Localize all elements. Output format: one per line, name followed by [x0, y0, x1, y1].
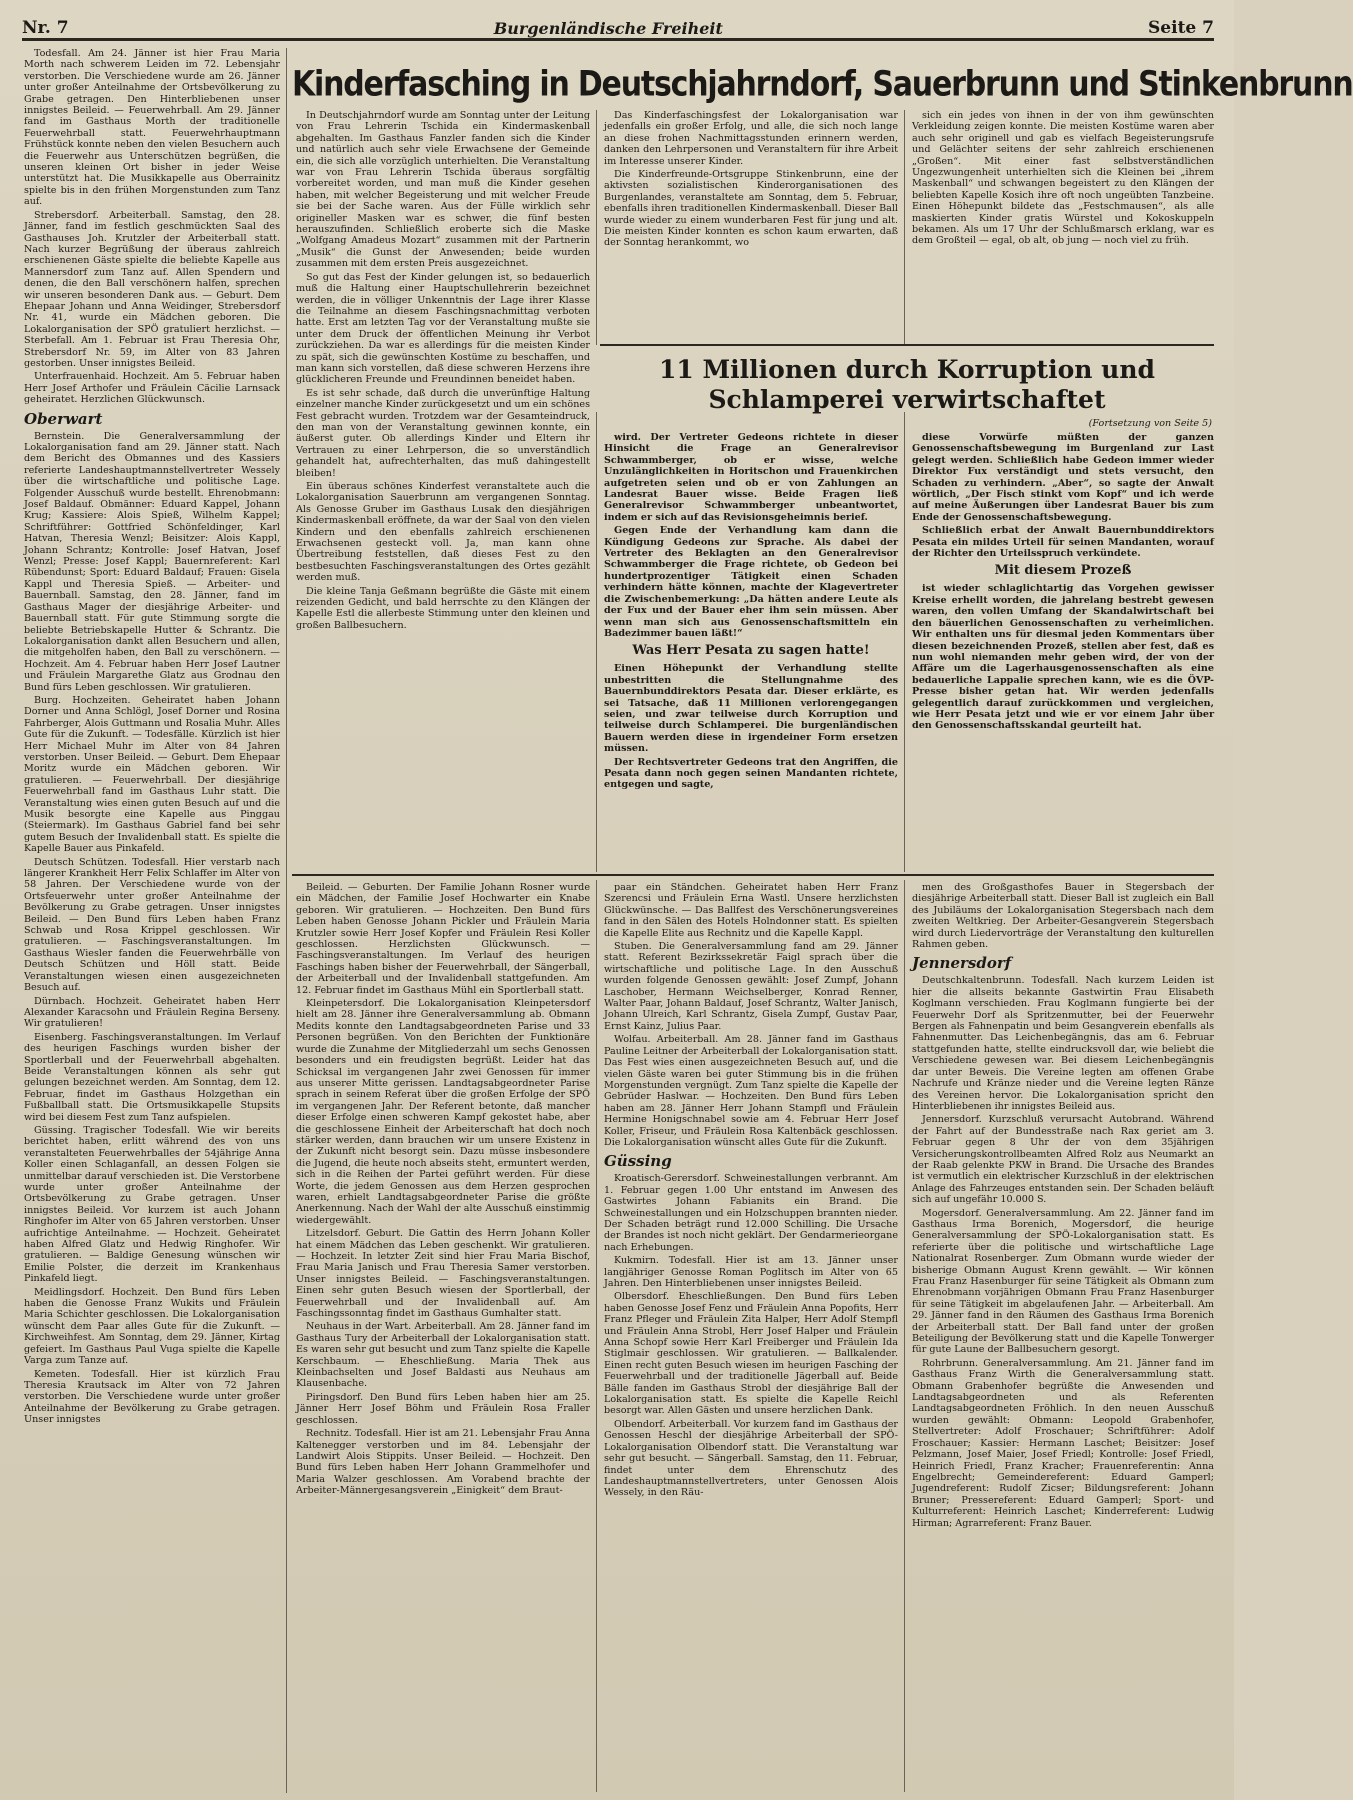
subhead-pesata: Was Herr Pesata zu sagen hatte!	[632, 643, 870, 659]
section-rule	[292, 874, 1214, 876]
article-paragraph: Piringsdorf. Den Bund fürs Leben haben hier am 25. Jänner Herr Josef Böhm und Fräulein Rosa Fraller geschlossen.	[296, 1391, 590, 1426]
article-paragraph: Rohrbrunn. Generalversammlung. Am 21. Jänner fand im Gasthaus Franz Wirth die Generalversammlung statt. Obmann Grabenhofer begrüßte die Anwesenden und Landtagsabgeordneten und als Referenten Landtagsabgeordneten Fröhlich. In den neuen Ausschuß wurden gewählt: Obmann: Leopold Grabenhofer, Stellvertreter: Adolf Froschauer; Schriftführer: Adolf Froschauer; Kassier: Hermann Laschet; Beisitzer: Josef Pelzmann, Josef Maier, Josef Friedl; Kontrolle: Josef Friedl, Heinrich Friedl, Franz Kracher; Frauenreferentin: Anna Engelbrecht; Gemeindereferent: Eduard Gamperl; Jugendreferent: Rudolf Zicser; Bildungsreferent: Johann Bruner; Pressereferent: Eduard Gamperl; Sport- und Kulturreferent: Heinrich Laschet; Kinderreferent: Ludwig Hirman; Agrarreferent: Franz Bauer.	[912, 1357, 1214, 1529]
article-paragraph: Die Kinderfreunde-Ortsgruppe Stinkenbrunn, eine der aktivsten sozialistischen Kinderorganisationen des Burgenlandes, veranstaltete am Sonntag, dem 5. Februar, ebenfalls ihren traditionellen Kindermaskenball. Dieser Ball wurde wieder zu einem wunderbaren Fest für jung und alt. Die meisten Kinder konnten es schon kaum erwarten, daß der Sonntag herankommt, wo	[604, 169, 898, 249]
korruption-column-b	[912, 432, 1214, 872]
article-paragraph: Es ist sehr schade, daß durch die unverünftige Haltung einzelner manche Kinder zurückgesetzt und um ein schönes Fest gebracht wurden. Trotzdem war der Gesamteindruck, den man von der Veranstaltung gewinnen konnte, ein äußerst guter. Ob allerdings Kinder und Eltern ihr Vertrauen zu einer Lehrperson, die so unverständlich gehandelt hat, aufrechterhalten, das muß dahingestellt bleiben!	[296, 387, 590, 479]
article-paragraph: Todesfall. Am 24. Jänner ist hier Frau Maria Morth nach schwerem Leiden im 72. Lebensjahr verstorben. Die Verschiedene wurde am 26. Jänner unter großer Anteilnahme der Ortsbevölkerung zu Grabe getragen. Den Hinterbliebenen unser innigstes Beileid. — Feuerwehrball. Am 29. Jänner fand im Gasthaus Morth der traditionelle Feuerwehrball statt. Feuerwehrhauptmann Frühstück konnte neben den vielen Besuchern auch die Feuerwehr aus Unterschützen begrüßen, die unseren kleinen Ort bisher in jeder Weise unterstützt hat. Die Musikkapelle aus Oberrainitz spielte bis in den frühen Morgenstunden zum Tanz auf.	[24, 48, 280, 208]
article-paragraph: diese Vorwürfe müßten der ganzen Genossenschaftsbewegung im Burgenland zur Last gelegt werden. Schließlich habe Gedeon immer wieder Direktor Fux verständigt und stets versucht, den Schaden zu verhindern. „Aber“, so sagte der Anwalt wörtlich, „Der Fisch stinkt vom Kopf“ und ich werde auf meine Äußerungen über Landesrat Bauer bis zum Ende der Genossenschaftsbewegung.	[912, 432, 1214, 523]
masthead	[22, 12, 1214, 41]
article-paragraph: Meidlingsdorf. Hochzeit. Den Bund fürs Leben haben die Genosse Franz Wukits und Fräulein Maria Schichter geschlossen. Die Lokalorganisation wünscht dem Paar alles Gute für die Zukunft. — Kirchweihfest. Am Sonntag, dem 29. Jänner, Kirtag gefeiert. Im Gasthaus Paul Vuga spielte die Kapelle Varga zum Tanze auf.	[24, 1286, 280, 1367]
article-paragraph: Ein überaus schönes Kinderfest veranstaltete auch die Lokalorganisation Sauerbrunn am vergangenen Sonntag. Als Genosse Gruber im Gasthaus Lusak den diesjährigen Kindermaskenball eröffnete, da war der Saal von den vielen Kindern und den ebenfalls zahlreich erschienenen Erwachsenen gesteckt voll. Ja, man kann ohne Übertreibung feststellen, daß dieses Fest zu den bestbesuchten Faschingsveranstaltungen des Ortes gezählt werden muß.	[296, 481, 590, 584]
article-paragraph: Kukmirn. Todesfall. Hier ist am 13. Jänner unser langjähriger Genosse Roman Poglitsch im Alter von 65 Jahren. Den Hinterbliebenen unser innigstes Beileid.	[604, 1255, 898, 1289]
article-paragraph: Die kleine Tanja Geßmann begrüßte die Gäste mit einem reizenden Gedicht, und bald herrschte zu den Klängen der Kapelle Estl die allerbeste Stimmung unter den kleinen und großen Ballbesuchern.	[296, 585, 590, 631]
article-paragraph: Wolfau. Arbeiterball. Am 28. Jänner fand im Gasthaus Pauline Leitner der Arbeiterball der Lokalorganisation statt. Das Fest wies einen ausgezeichneten Besuch auf, und die vielen Gäste waren bei guter Stimmung bis in die frühen Morgenstunden vergnügt. Zum Tanz spielte die Kapelle der Gebrüder Haslwar. — Hochzeiten. Den Bund fürs Leben haben am 28. Jänner Herr Johann Stampfl und Fräulein Hermine Honigschnabel sowie am 4. Februar Herr Josef Koller, Friseur, und Fräulein Rosa Kaltenbäck geschlossen. Die Lokalorganisation wünscht alles Gute für die Zukunft.	[604, 1034, 898, 1148]
article-paragraph: So gut das Fest der Kinder gelungen ist, so bedauerlich muß die Haltung einer Hauptschullehrerin bezeichnet werden, die in völliger Unkenntnis der Lage ihrer Klasse die Teilnahme an diesem Faschingsnachmittag verboten hatte. Erst am letzten Tag vor der Veranstaltung mußte sie unter dem Druck der öffentlichen Meinung ihr Verbot zurückziehen. Da war es allerdings für die meisten Kinder zu spät, sich die gewünschten Kostüme zu beschaffen, und man kann sich vorstellen, daß diese schweren Herzens ihre glücklicheren Freunde und Freundinnen beneidet haben.	[296, 271, 590, 386]
article-paragraph: Kleinpetersdorf. Die Lokalorganisation Kleinpetersdorf hielt am 28. Jänner ihre Generalversammlung ab. Obmann Medits konnte den Landtagsabgeordneten Parise und 33 Personen begrüßen. Von den Berichten der Funktionäre wurde die Zunahme der Mitgliederzahl um sechs Genossen besonders und ein freudigsten begrüßt. Leider hat das Schicksal im vergangenen Jahr zwei Genossen für immer aus unserer Mitte gerissen. Landtagsabgeordneter Parise sprach in seinem Referat über die großen Erfolge der SPÖ im vergangenen Jahr. Der Referent betonte, daß mancher dieser Erfolge einen schweren Kampf gekostet habe, aber die geschlossene Einheit der Arbeiterschaft hat doch noch stärker werden, dann brauchen wir um unsere Existenz in der Zukunft nicht besorgt sein. Dazu müsse insbesondere die Jugend, die heute noch abseits steht, ermuntert werden, sich in die Reihen der Partei geführt werden. Für diese Worte, die jedem Genossen aus dem Herzen gesprochen waren, erhielt Landtagsabgeordneter Parise die größte Anerkennung. Nach der Wahl der alte Ausschuß einstimmig wiedergewählt.	[296, 998, 590, 1226]
article-paragraph: Olbendorf. Arbeiterball. Vor kurzem fand im Gasthaus der Genossen Heschl der diesjährige Arbeiterball der SPÖ-Lokalorganisation Olbendorf statt. Die Veranstaltung war sehr gut besucht. — Sängerball. Samstag, den 11. Februar, findet unter dem Ehrenschutz des Landeshauptmannstellvertreters, unter Genossen Alois Wessely, in den Räu-	[604, 1418, 898, 1499]
korruption-column-a	[604, 432, 898, 872]
article-paragraph: Eisenberg. Faschingsveranstaltungen. Im Verlauf des heurigen Faschings wurden bisher der Sportlerball und der Feuerwehrball abgehalten. Beide Veranstaltungen können als sehr gut gelungen bezeichnet werden. Am Sonntag, dem 12. Februar, findet im Gasthaus Holzgethan ein Fußballball statt. Die Ortsmusikkapelle Stupsits wird bei diesem Fest zum Tanz aufspielen.	[24, 1031, 280, 1123]
article-paragraph: Olbersdorf. Eheschließungen. Den Bund fürs Leben haben Genosse Josef Fenz und Fräulein Anna Popofits, Herr Franz Pfleger und Fräulein Zita Halper, Herr Adolf Stempfl und Fräulein Anna Strobl, Herr Josef Halper und Fräulein Anna Schopf sowie Herr Karl Freiberger und Fräulein Ida Stiglmair geschlossen. Wir gratulieren. — Ballkalender. Einen recht guten Besuch wiesen im heurigen Fasching der Feuerwehrball und der traditionelle Jägerball auf. Beide Bälle fanden im Gasthaus Strobl der diesjährige Ball der Lokalorganisation statt. Es spielte die Kapelle Reichl besorgt war. Allen Gästen und unsere herzlichen Dank.	[604, 1291, 898, 1417]
article-paragraph: Einen Höhepunkt der Verhandlung stellte unbestritten die Stellungnahme des Bauernbunddirektors Pesata dar. Dieser erklärte, es sei Tatsache, daß 11 Millionen verlorengegangen seien, und zwar teilweise durch Korruption und teilweise durch Schlamperei. Die burgenländischen Bauern werden diese in irgendeiner Form ersetzen müssen.	[604, 663, 898, 755]
kinder-column-b	[604, 110, 898, 342]
paper-name: Burgenländische Freiheit	[493, 19, 723, 38]
column-divider	[596, 110, 597, 345]
article-paragraph: Deutsch Schützen. Todesfall. Hier verstarb nach längerer Krankheit Herr Felix Schlaffer im Alter von 58 Jahren. Der Verschiedene wurde von der Ortsfeuerwehr unter großer Anteilnahme der Bevölkerung zu Grabe getragen. Unser innigstes Beileid. — Den Bund fürs Leben haben Franz Schwab und Rosa Krippel geschlossen. Wir gratulieren. — Faschingsveranstaltungen. Im Gasthaus Wiesler fanden die Feuerwehrbälle von Deutsch Schützen und Höll statt. Beide Veranstaltungen wiesen einen ausgezeichneten Besuch auf.	[24, 856, 280, 994]
column-divider	[904, 880, 905, 1792]
article-paragraph: Schließlich erbat der Anwalt Bauernbunddirektors Pesata ein mildes Urteil für seinen Mandanten, worauf der Richter den Urteilsspruch verkündete.	[912, 525, 1214, 560]
article-paragraph: Stuben. Die Generalversammlung fand am 29. Jänner statt. Referent Bezirkssekretär Faigl sprach über die wirtschaftliche und politische Lage. In den Ausschuß wurden folgende Genossen gewählt: Josef Zumpf, Johann Laschober, Hermann Weichselberger, Konrad Renner, Walter Paar, Johann Baldauf, Josef Schrantz, Walter Janisch, Johann Ulreich, Karl Schrantz, Gisela Zumpf, Gustav Paar, Ernst Kainz, Julius Paar.	[604, 941, 898, 1032]
headline-korruption: 11 Millionen durch Korruption und Schlamperei verwirtschaftet	[658, 355, 1155, 414]
region-heading-oberwart: Oberwart	[24, 409, 103, 428]
page-number-right: Seite 7	[1148, 18, 1214, 38]
column-divider	[596, 412, 597, 872]
article-paragraph: Unterfrauenhaid. Hochzeit. Am 5. Februar haben Herr Josef Arthofer und Fräulein Cäcilie Larnsack geheiratet. Herzlichen Glückwunsch.	[24, 371, 280, 406]
page-number-left: Nr. 7	[22, 18, 69, 38]
column-divider	[904, 110, 905, 345]
article-paragraph: Kemeten. Todesfall. Hier ist kürzlich Frau Theresia Krautsack im Alter von 72 Jahren verstorben. Die Verschiedene wurde unter großer Anteilnahme der Bevölkerung zu Grabe getragen. Unser innigstes	[24, 1368, 280, 1426]
column-1	[24, 48, 280, 1793]
article-paragraph: paar ein Ständchen. Geheiratet haben Herr Franz Szerencsi und Fräulein Erna Wastl. Unsere herzlichsten Glückwünsche. — Das Ballfest des Verschönerungsvereines fand in den Sälen des Hotels Holndonner statt. Es spielten die Kapelle Elite aus Rechnitz und die Kapelle Kappl.	[604, 882, 898, 939]
article-paragraph: Kroatisch-Gerersdorf. Schweinestallungen verbrannt. Am 1. Februar gegen 1.00 Uhr entstand im Anwesen des Gastwirtes Johann Fabianits ein Brand. Die Schweinestallungen und ein Holzschuppen brannten nieder. Der Schaden beträgt rund 12.000 Schilling. Die Ursache der Brandes ist noch nicht geklärt. Der Gendarmerieorgane nach Erhebungen.	[604, 1173, 898, 1253]
article-paragraph: Litzelsdorf. Geburt. Die Gattin des Herrn Johann Koller hat einem Mädchen das Leben geschenkt. Wir gratulieren. — Hochzeit. In letzter Zeit sind hier Frau Maria Bischof, Frau Maria Janisch und Frau Theresia Samer verstorben. Unser innigstes Beileid. — Faschingsveranstaltungen. Einen sehr guten Besuch wiesen der Sportlerball, der Feuerwehrball und der Invalidenball auf. Am Faschingssonntag findet im Gasthaus Gumhalter statt.	[296, 1228, 590, 1320]
article-paragraph: ist wieder schlaglichtartig das Vorgehen gewisser Kreise erhellt worden, die jahrelang bestrebt gewesen waren, den vollen Umfang der Skandalwirtschaft bei den bäuerlichen Genossenschaften zu verheimlichen. Wir enthalten uns für diesmal jeden Kommentars über diesen bezeichnenden Prozeß, stellen aber fest, daß es nun wohl niemanden mehr geben wird, der von der Affäre um die Lagerhausgenossenschaften als eine bedauerliche Lappalie sprechen kann, wie es die ÖVP-Presse bisher getan hat. Wir werden jedenfalls gelegentlich darauf zurückkommen und vergleichen, wie Herr Pesata jetzt und wie er vor einem Jahr über den Genossenschaftsskandal geurteilt hat.	[912, 583, 1214, 732]
column-divider	[596, 880, 597, 1792]
article-paragraph: Burg. Hochzeiten. Geheiratet haben Johann Dorner und Anna Schlögl, Josef Dorner und Rosina Fahrberger, Alois Guttmann und Rosalia Muhr. Alles Gute für die Zukunft. — Todesfälle. Kürzlich ist hier Herr Michael Muhr im Alter von 84 Jahren verstorben. Unser Beileid. — Geburt. Dem Ehepaar Moritz wurde ein Mädchen geboren. Wir gratulieren. — Feuerwehrball. Der diesjährige Feuerwehrball fand im Gasthaus Luhr statt. Die Veranstaltung wies einen guten Besuch auf und die Musik besorgte eine Kapelle aus Pinggau (Steiermark). Im Gasthaus Gabriel fand bei sehr gutem Besuch der Invalidenball statt. Es spielte die Kapelle Bauer aus Pinkafeld.	[24, 694, 280, 855]
article-paragraph: Neuhaus in der Wart. Arbeiterball. Am 28. Jänner fand im Gasthaus Tury der Arbeiterball der Lokalorganisation statt. Es waren sehr gut besucht und zum Tanz spielte die Kapelle Kerschbaum. — Eheschließung. Maria Thek aus Kleinbachselten und Josef Baldasti aus Neuhaus am Klausenbache.	[296, 1321, 590, 1390]
section-rule	[600, 344, 1214, 346]
article-paragraph: Gegen Ende der Verhandlung kam dann die Kündigung Gedeons zur Sprache. Als dabei der Vertreter des Beklagten an den Generalrevisor Schwammberger die Frage richtete, ob Gedeon bei hundertprozentiger Tätigkeit einen Schaden verhindern hätte können, machte der Klagevertreter die Zwischenbemerkung: „Da hätten andere Leute als der Fux und der Bauer eher ihm sein müssen. Aber wenn man sich aus Genossenschaftsmitteln ein Badezimmer bauen läßt!“	[604, 525, 898, 639]
article-paragraph: Jennersdorf. Kurzschluß verursacht Autobrand. Während der Fahrt auf der Bundesstraße nach Rax geriet am 3. Februar gegen 8 Uhr der von dem 35jährigen Versicherungskontrollbeamten Alfred Rolz aus Neumarkt an der Raab gelenkte PKW in Brand. Die Ursache des Brandes ist vermutlich ein elektrischer Kurzschluß in der elektrischen Anlage des Fahrzeuges entstanden sein. Der Schaden beläuft sich auf ungefähr 10.000 S.	[912, 1114, 1214, 1206]
column-divider	[286, 48, 287, 1793]
column-divider	[904, 412, 905, 872]
article-paragraph: Bernstein. Die Generalversammlung der Lokalorganisation fand am 29. Jänner statt. Nach dem Bericht des Obmannes und des Kassiers referierte Landeshauptmannstellvertreter Wessely über die wirtschaftliche und politische Lage. Folgender Ausschuß wurde bestellt. Ehrenobmann: Josef Baldauf. Obmänner: Eduard Kappel, Johann Krug; Kassiere: Alois Spieß, Wilhelm Kappel; Schriftführer: Gottfried Schönfeldinger, Karl Hatvan, Theresia Wenzl; Beisitzer: Alois Kappl, Johann Schrantz; Kontrolle: Josef Hatvan, Josef Wenzl; Presse: Josef Kappl; Bauernreferent: Karl Rübendunst; Sport: Eduard Baldauf; Frauen: Gisela Kappl und Theresia Spieß. — Arbeiter- und Bauernball. Samstag, den 28. Jänner, fand im Gasthaus Mager der diesjährige Arbeiter- und Bauernball statt. Für gute Stimmung sorgte die beliebte Betriebskapelle Hutter & Schrantz. Die Lokalorganisation dankt allen Besuchern und allen, die mitgeholfen haben, den Ball zu verschönern. — Hochzeit. Am 4. Februar haben Herr Josef Lautner und Fräulein Margarethe Glatz aus Grodnau den Bund fürs Leben geschlossen. Wir gratulieren.	[24, 430, 280, 693]
article-paragraph: wird. Der Vertreter Gedeons richtete in dieser Hinsicht die Frage an Generalrevisor Schwammberger, ob er wisse, welche Unzulänglichkeiten in Horitschon und Frauenkirchen aufgetreten seien und ob er von Zahlungen an Landesrat Bauer wisse. Beide Fragen ließ Generalrevisor Schwammberger unbeantwortet, indem er sich auf das Revisionsgeheimnis berief.	[604, 432, 898, 523]
region-heading-jennersdorf: Jennersdorf	[912, 954, 1012, 973]
article-paragraph: Güssing. Tragischer Todesfall. Wie wir bereits berichtet haben, erlitt während des von uns veranstalteten Feuerwehrballes der 54jährige Anna Koller einen Schlaganfall, an dessen Folgen sie unmittelbar darauf verschieden ist. Die Verstorbene wurde unter großer Anteilnahme der Ortsbevölkerung zu Grabe getragen. Unser innigstes Beileid. Vor kurzem ist auch Johann Ringhofer im Alter von 65 Jahren verstorben. Unser aufrichtige Anteilnahme. — Hochzeit. Geheiratet haben Alfred Glatz und Hedwig Ringhofer. Wir gratulieren. — Baldige Genesung wünschen wir Emilie Polster, die derzeit im Krankenhaus Pinkafeld liegt.	[24, 1124, 280, 1285]
column-4	[912, 882, 1214, 1792]
article-paragraph: Rechnitz. Todesfall. Hier ist am 21. Lebensjahr Frau Anna Kaltenegger verstorben und im 84. Lebensjahr der Landwirt Alois Stippits. Unser Beileid. — Hochzeit. Den Bund fürs Leben haben Herr Johann Grammelhofer und Maria Walzer geschlossen. Am Vorabend brachte der Arbeiter-Männergesangsverein „Einigkeit“ dem Braut-	[296, 1428, 590, 1497]
kinder-column-c	[912, 110, 1214, 342]
article-paragraph: Strebersdorf. Arbeiterball. Samstag, den 28. Jänner, fand im festlich geschmückten Saal des Gasthauses Joh. Krutzler der Arbeiterball statt. Nach kurzer Begrüßung der überaus zahlreich erschienenen Gäste spielte die beliebte Kapelle aus Mannersdorf zum Tanz auf. Allen Spendern und denen, die den Ball verschönern halfen, sprechen wir unseren besonderen Dank aus. — Geburt. Dem Ehepaar Johann und Anna Weidinger, Strebersdorf Nr. 41, wurde ein Mädchen geboren. Die Lokalorganisation der SPÖ gratuliert herzlichst. — Sterbefall. Am 1. Februar ist Frau Theresia Ohr, Strebersdorf Nr. 59, im Alter von 83 Jahren gestorben. Unser innigstes Beileid.	[24, 209, 280, 369]
column-3	[604, 882, 898, 1792]
headline-kinderfasching: Kinderfasching in Deutschjahrndorf, Sauerbrunn und Stinkenbrunn	[292, 64, 1353, 105]
article-paragraph: Deutschkaltenbrunn. Todesfall. Nach kurzem Leiden ist hier die allseits bekannte Gastwirtin Frau Elisabeth Koglmann verschieden. Frau Koglmann fungierte bei der Feuerwehr Dorf als Spritzenmutter, bei der Feuerwehr Bergen als Fahnenpatin und beim Gesangverein ebenfalls als Fahnenmutter. Das Leichenbegängnis, das am 6. Februar stattgefunden hatte, stellte eindrucksvoll dar, wie beliebt die Verschiedene gewesen war. Bei diesem Leichenbegängnis dar unter Beweis. Die Vereine legten am offenen Grabe Nachrufe und Kränze nieder und die Vereine legten Ränze des Vereinen hervor. Die Lokalorganisation spricht den Hinterbliebenen ihr innigstes Beileid aus.	[912, 975, 1214, 1112]
article-paragraph: Dürnbach. Hochzeit. Geheiratet haben Herr Alexander Karacsohn und Fräulein Regina Berseny. Wir gratulieren!	[24, 995, 280, 1030]
article-paragraph: Der Rechtsvertreter Gedeons trat den Angriffen, die Pesata dann noch gegen seinen Mandanten richtete, entgegen und sagte,	[604, 756, 898, 791]
article-paragraph: Beileid. — Geburten. Der Familie Johann Rosner wurde ein Mädchen, der Familie Josef Hochwarter ein Knabe geboren. Wir gratulieren. — Hochzeiten. Den Bund fürs Leben haben Genosse Johann Pickler und Fräulein Maria Krutzler sowie Herr Josef Kopfer und Fräulein Resi Koller geschlossen. Herzlichsten Glückwunsch. — Faschingsveranstaltungen. Im Verlauf des heurigen Faschings haben bisher der Feuerwehrball, der Sängerball, der Arbeiterball und der Invalidenball stattgefunden. Am 12. Februar findet im Gasthaus Mühl ein Sportlerball statt.	[296, 882, 590, 996]
article-paragraph: In Deutschjahrndorf wurde am Sonntag unter der Leitung von Frau Lehrerin Tschida ein Kindermaskenball abgehalten. Im Gasthaus Fanzler fanden sich die Kinder und natürlich auch sehr viele Erwachsene der Gemeinde ein, die sich alle vorzüglich unterhielten. Die Veranstaltung war von Frau Lehrerin Tschida überaus sorgfältig vorbereitet worden, und man muß die Kinder gesehen haben, mit welcher Begeisterung und mit welcher Freude sie bei der Sache waren. Aus der Fülle wirklich sehr origineller Masken war es schwer, die fünf besten herauszufinden. Schließlich eroberte sich die Maske „Wolfgang Amadeus Mozart“ zusammen mit der Partnerin „Musik“ die Gunst der Anwesenden; beide wurden zusammen mit dem ersten Preis ausgezeichnet.	[296, 110, 590, 270]
region-heading-guessing: Güssing	[604, 1152, 672, 1171]
continuation-note: (Fortsetzung von Seite 5)	[1088, 418, 1212, 429]
subhead-prozess: Mit diesem Prozeß	[994, 563, 1132, 579]
article-paragraph: sich ein jedes von ihnen in der von ihm gewünschten Verkleidung zeigen konnte. Die meisten Kostüme waren aber auch sehr originell und gab es vielfach Begeisterungsrufe und Gelächter seitens der sehr zahlreich erschienenen „Großen“. Mit einer fast selbstverständlichen Ungezwungenheit unterhielten sich die Kleinen bei „ihrem Maskenball“ und schwangen begeistert zu den Klängen der beliebten Kapelle Kosich ihre oft noch ungeübten Tanzbeine. Einen Höhepunkt bildete das „Festschmausen“, als alle maskierten Kinder gratis Würstel und Kokoskuppeln bekamen. Als um 17 Uhr der Schlußmarsch erklang, war es dem Großteil — egal, ob alt, ob jung — noch viel zu früh.	[912, 110, 1214, 247]
kinder-column-a	[296, 110, 590, 870]
article-paragraph: Mogersdorf. Generalversammlung. Am 22. Jänner fand im Gasthaus Irma Borenich, Mogersdorf, die heurige Generalversammlung der SPÖ-Lokalorganisation statt. Es referierte über die politische und wirtschaftliche Lage Nationalrat Rosenberger. Zum Obmann wurde wieder der bisherige Obmann August Krenn gewählt. — Wir können Frau Franz Hasenburger für seine Tätigkeit als Obmann zum Ehrenobmann vorjährigen Obmann Frau Franz Hasenburger für seine Tätigkeit im abgelaufenen Jahr. — Arbeiterball. Am 29. Jänner fand in den Räumen des Gasthaus Irma Borenich der Arbeiterball statt. Der Ball fand unter der großen Beteiligung der Bevölkerung statt und die Kapelle Tonwerger für gute Laune der Ballbesuchern gesorgt.	[912, 1207, 1214, 1356]
column-2	[296, 882, 590, 1792]
article-paragraph: men des Großgasthofes Bauer in Stegersbach der diesjährige Arbeiterball statt. Dieser Ball ist zugleich ein Ball des Jubiläums der Lokalorganisation Stegersbach nach dem zweiten Weltkrieg. Der Arbeiter-Gesangverein Stegersbach wird durch Liedervorträge der Veranstaltung den kulturellen Rahmen geben.	[912, 882, 1214, 951]
article-paragraph: Das Kinderfaschingsfest der Lokalorganisation war jedenfalls ein großer Erfolg, und alle, die sich noch lange an diese frohen Nachmittagsstunden erinnern werden, danken den Lehrpersonen und Veranstaltern für ihre Arbeit im Interesse unserer Kinder.	[604, 110, 898, 167]
